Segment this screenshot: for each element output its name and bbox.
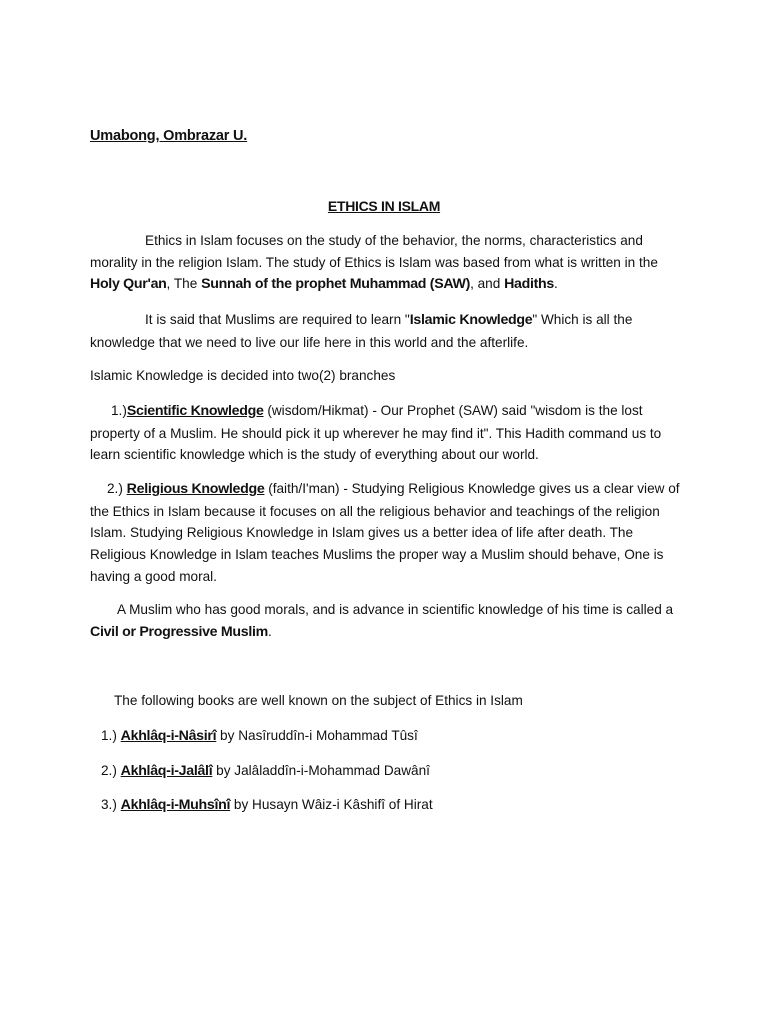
intro-paragraph [90, 230, 682, 296]
branch-text: (faith/I'man) - Studying Religious Knowledge gives us a clear view of the Ethics in Islam because it focuses on all the religious behavior and teachings of the religion Islam. Studying Religious Knowledge in Islam gives us a better idea of life after death. The Religious Knowledge in Islam teaches Muslims the proper way a Muslim should behave, One is having a good moral. [90, 481, 680, 584]
branch-number: 2.) [107, 481, 123, 496]
civil-muslim-term: Civil or Progressive Muslim [90, 623, 268, 640]
book-title: Akhlâq-i-Nâsirî [120, 728, 217, 744]
books-intro [90, 690, 682, 712]
intro-end: . [554, 276, 558, 292]
list-item [90, 760, 682, 783]
book-title: Akhlâq-i-Jalâlî [120, 763, 213, 779]
intro-sep-1: , The [166, 276, 198, 292]
branch-number: 1.) [111, 403, 127, 418]
branch-scientific [90, 400, 682, 466]
branches-text: Islamic Knowledge is decided into two(2) branches [90, 368, 396, 383]
knowledge-text-a: It is said that Muslims are required to learn " [145, 312, 410, 327]
intro-text: Ethics in Islam focuses on the study of the behavior, the norms, characteristics and morality in the religion Islam. The study of Ethics is Islam was based from what is written in the [90, 233, 658, 270]
religious-knowledge-term: Religious Knowledge [126, 481, 265, 497]
knowledge-paragraph [90, 309, 682, 353]
hadiths-term: Hadiths [504, 276, 555, 293]
branches-paragraph [90, 365, 682, 387]
branch-religious [90, 478, 682, 588]
branch-text: (wisdom/Hikmat) - Our Prophet (SAW) said "wisdom is the lost property of a Muslim. He should pick it up wherever he may find it". This Hadith command us to learn scientific knowledge which is the study of everything about our world. [90, 403, 662, 463]
author-name: Umabong, Ombrazar U. [90, 128, 248, 144]
list-item [90, 725, 682, 748]
book-author: by Nasîruddîn-i Mohammad Tûsî [216, 728, 418, 743]
islamic-knowledge-term: Islamic Knowledge [409, 312, 533, 328]
book-number: 3.) [101, 797, 117, 812]
intro-sep-2: , and [470, 276, 501, 292]
book-title: Akhlâq-i-Muhsînî [120, 797, 231, 813]
document-title: ETHICS IN ISLAM [327, 198, 441, 214]
muslim-text: A Muslim who has good morals, and is advance in scientific knowledge of his time is called a [117, 602, 674, 617]
muslim-paragraph [90, 599, 682, 643]
list-item [90, 794, 682, 817]
book-number: 2.) [101, 763, 117, 778]
book-author: by Husayn Wâiz-i Kâshifî of Hirat [230, 797, 433, 812]
sunnah-term: Sunnah of the prophet Muhammad (SAW) [201, 276, 471, 293]
knowledge-text-b: " Which is all the knowledge that we need to live our life here in this world and the afterlife. [90, 312, 633, 350]
scientific-knowledge-term: Scientific Knowledge [126, 403, 264, 419]
books-intro-text: The following books are well known on the subject of Ethics in Islam [114, 693, 523, 708]
holy-quran-term: Holy Qur'an [90, 276, 167, 293]
book-author: by Jalâladdîn-i-Mohammad Dawânî [212, 763, 430, 778]
muslim-end: . [267, 623, 272, 639]
book-number: 1.) [101, 728, 117, 743]
